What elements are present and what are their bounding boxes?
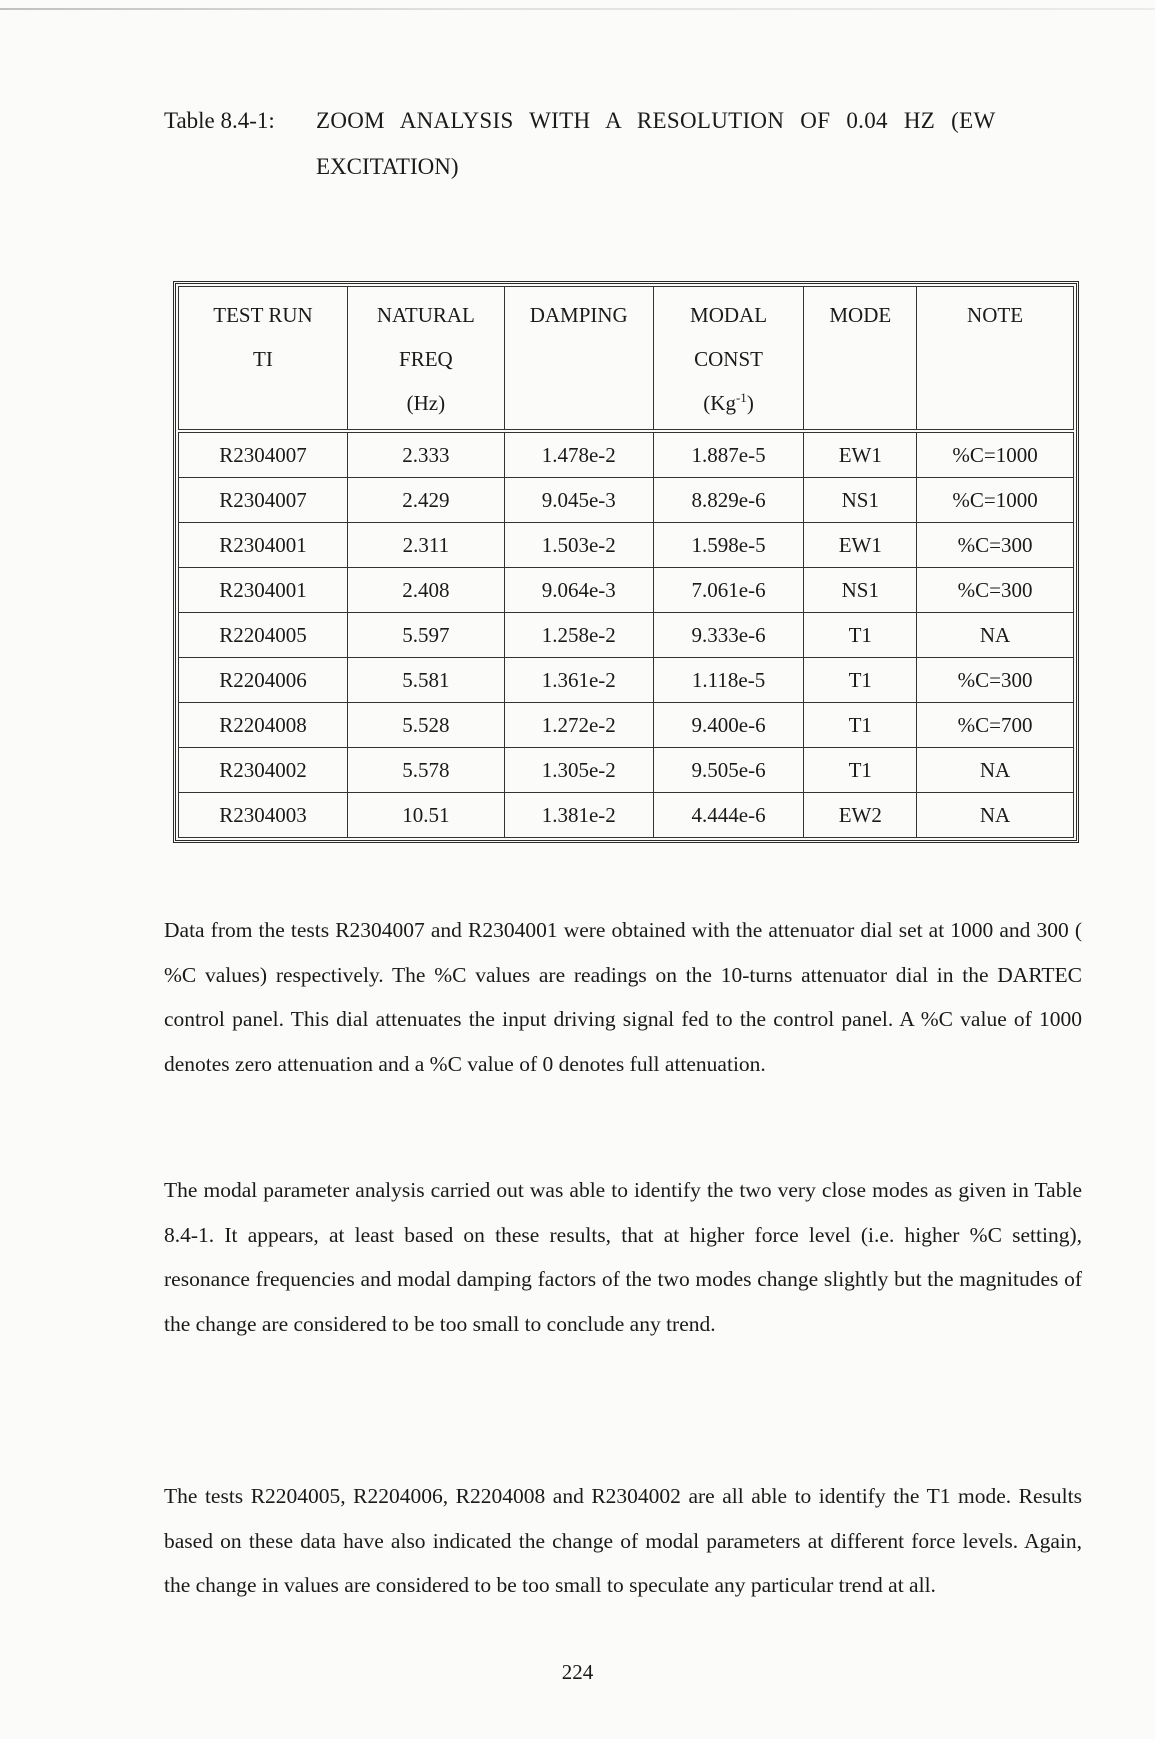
header-natural-freq-line2: FREQ: [399, 347, 453, 371]
cell-test-run: R2304002: [179, 748, 348, 793]
cell-damping: 1.361e-2: [504, 658, 653, 703]
header-modal-const-line2: CONST: [694, 347, 763, 371]
cell-note: NA: [917, 793, 1074, 838]
cell-damping: 9.064e-3: [504, 568, 653, 613]
cell-mode: NS1: [804, 478, 917, 523]
cell-natural-freq: 2.429: [347, 478, 504, 523]
header-damping: [504, 287, 653, 432]
header-test-run-line1: TEST RUN: [213, 303, 313, 327]
header-modal-const: [653, 287, 804, 432]
cell-mode: T1: [804, 658, 917, 703]
cell-damping: 9.045e-3: [504, 478, 653, 523]
caption-title-line2: EXCITATION): [316, 154, 459, 179]
cell-note: %C=1000: [917, 478, 1074, 523]
header-modal-const-line1: MODAL: [690, 303, 768, 327]
cell-natural-freq: 2.333: [347, 431, 504, 478]
table-row: [179, 703, 1074, 748]
cell-natural-freq: 2.311: [347, 523, 504, 568]
cell-note: %C=300: [917, 523, 1074, 568]
table-row: [179, 748, 1074, 793]
unit-base: (Kg: [703, 391, 736, 415]
header-mode-line1: MODE: [829, 303, 892, 327]
cell-modal-const: 1.118e-5: [653, 658, 804, 703]
cell-mode: T1: [804, 613, 917, 658]
header-natural-freq-unit: (Hz): [406, 391, 446, 415]
table-row: [179, 523, 1074, 568]
cell-natural-freq: 2.408: [347, 568, 504, 613]
cell-note: NA: [917, 748, 1074, 793]
header-test-run-line2: TI: [253, 347, 273, 371]
unit-close: ): [746, 391, 754, 415]
cell-mode: T1: [804, 703, 917, 748]
cell-modal-const: 1.887e-5: [653, 431, 804, 478]
table-row: [179, 613, 1074, 658]
header-natural-freq-line1: NATURAL: [376, 303, 475, 327]
cell-note: %C=1000: [917, 431, 1074, 478]
cell-test-run: R2304007: [179, 431, 348, 478]
header-note-line1: NOTE: [967, 303, 1024, 327]
table-body: [179, 431, 1074, 838]
cell-modal-const: 9.505e-6: [653, 748, 804, 793]
header-mode: [804, 287, 917, 432]
cell-test-run: R2304007: [179, 478, 348, 523]
caption-title-line1: ZOOM ANALYSIS WITH A RESOLUTION OF 0.04 HZ (EW: [316, 108, 996, 133]
unit-exponent: -1: [735, 390, 747, 405]
cell-damping: 1.503e-2: [504, 523, 653, 568]
table-row: [179, 431, 1074, 478]
cell-note: %C=300: [917, 658, 1074, 703]
table-header-row: [179, 287, 1074, 432]
page-number: 224: [561, 1660, 594, 1684]
cell-damping: 1.478e-2: [504, 431, 653, 478]
paragraph-1: Data from the tests R2304007 and R2304001 were obtained with the attenuator dial set at 1000 and 300 ( %C values) respectively. The %C values are readings on the 10-turns attenuator dial in the DARTEC control panel. This dial attenuates the input driving signal fed to the control panel. A %C value of 1000 denotes zero attenuation and a %C value of 0 denotes full attenuation.: [164, 918, 1082, 1076]
cell-test-run: R2304001: [179, 568, 348, 613]
cell-natural-freq: 10.51: [347, 793, 504, 838]
cell-damping: 1.305e-2: [504, 748, 653, 793]
cell-natural-freq: 5.581: [347, 658, 504, 703]
caption-label: Table 8.4-1:: [164, 108, 275, 133]
cell-damping: 1.381e-2: [504, 793, 653, 838]
cell-test-run: R2204006: [179, 658, 348, 703]
header-natural-freq: [347, 287, 504, 432]
cell-mode: NS1: [804, 568, 917, 613]
cell-mode: EW1: [804, 431, 917, 478]
paragraph-2: The modal parameter analysis carried out was able to identify the two very close modes as given in Table 8.4-1. It appears, at least based on these results, that at higher force level (i.e. higher %C setting), resonance frequencies and modal damping factors of the two modes change slightly but the magnitudes of the change are considered to be too small to conclude any trend.: [164, 1178, 1082, 1336]
table-row: [179, 793, 1074, 838]
cell-modal-const: 4.444e-6: [653, 793, 804, 838]
table-row: [179, 568, 1074, 613]
cell-note: NA: [917, 613, 1074, 658]
cell-damping: 1.272e-2: [504, 703, 653, 748]
cell-test-run: R2304003: [179, 793, 348, 838]
cell-modal-const: 9.333e-6: [653, 613, 804, 658]
results-table: [178, 286, 1074, 838]
table-row: [179, 478, 1074, 523]
cell-test-run: R2304001: [179, 523, 348, 568]
paragraph-3: The tests R2204005, R2204006, R2204008 and R2304002 are all able to identify the T1 mode. Results based on these data have also indicated the change of modal parameters at different force levels. Again, the change in values are considered to be too small to speculate any particular trend at all.: [164, 1484, 1082, 1597]
cell-mode: EW2: [804, 793, 917, 838]
cell-mode: T1: [804, 748, 917, 793]
cell-natural-freq: 5.578: [347, 748, 504, 793]
cell-modal-const: 7.061e-6: [653, 568, 804, 613]
cell-note: %C=300: [917, 568, 1074, 613]
table-caption: [164, 98, 1084, 190]
cell-damping: 1.258e-2: [504, 613, 653, 658]
cell-modal-const: 1.598e-5: [653, 523, 804, 568]
header-note: [917, 287, 1074, 432]
cell-test-run: R2204008: [179, 703, 348, 748]
scan-edge-line: [0, 8, 1155, 10]
header-modal-const-unit: [658, 381, 800, 425]
table-row: [179, 658, 1074, 703]
cell-test-run: R2204005: [179, 613, 348, 658]
cell-natural-freq: 5.597: [347, 613, 504, 658]
cell-modal-const: 8.829e-6: [653, 478, 804, 523]
header-test-run: [179, 287, 348, 432]
cell-note: %C=700: [917, 703, 1074, 748]
cell-natural-freq: 5.528: [347, 703, 504, 748]
cell-mode: EW1: [804, 523, 917, 568]
results-table-frame: [173, 281, 1079, 843]
header-damping-line1: DAMPING: [529, 303, 628, 327]
cell-modal-const: 9.400e-6: [653, 703, 804, 748]
